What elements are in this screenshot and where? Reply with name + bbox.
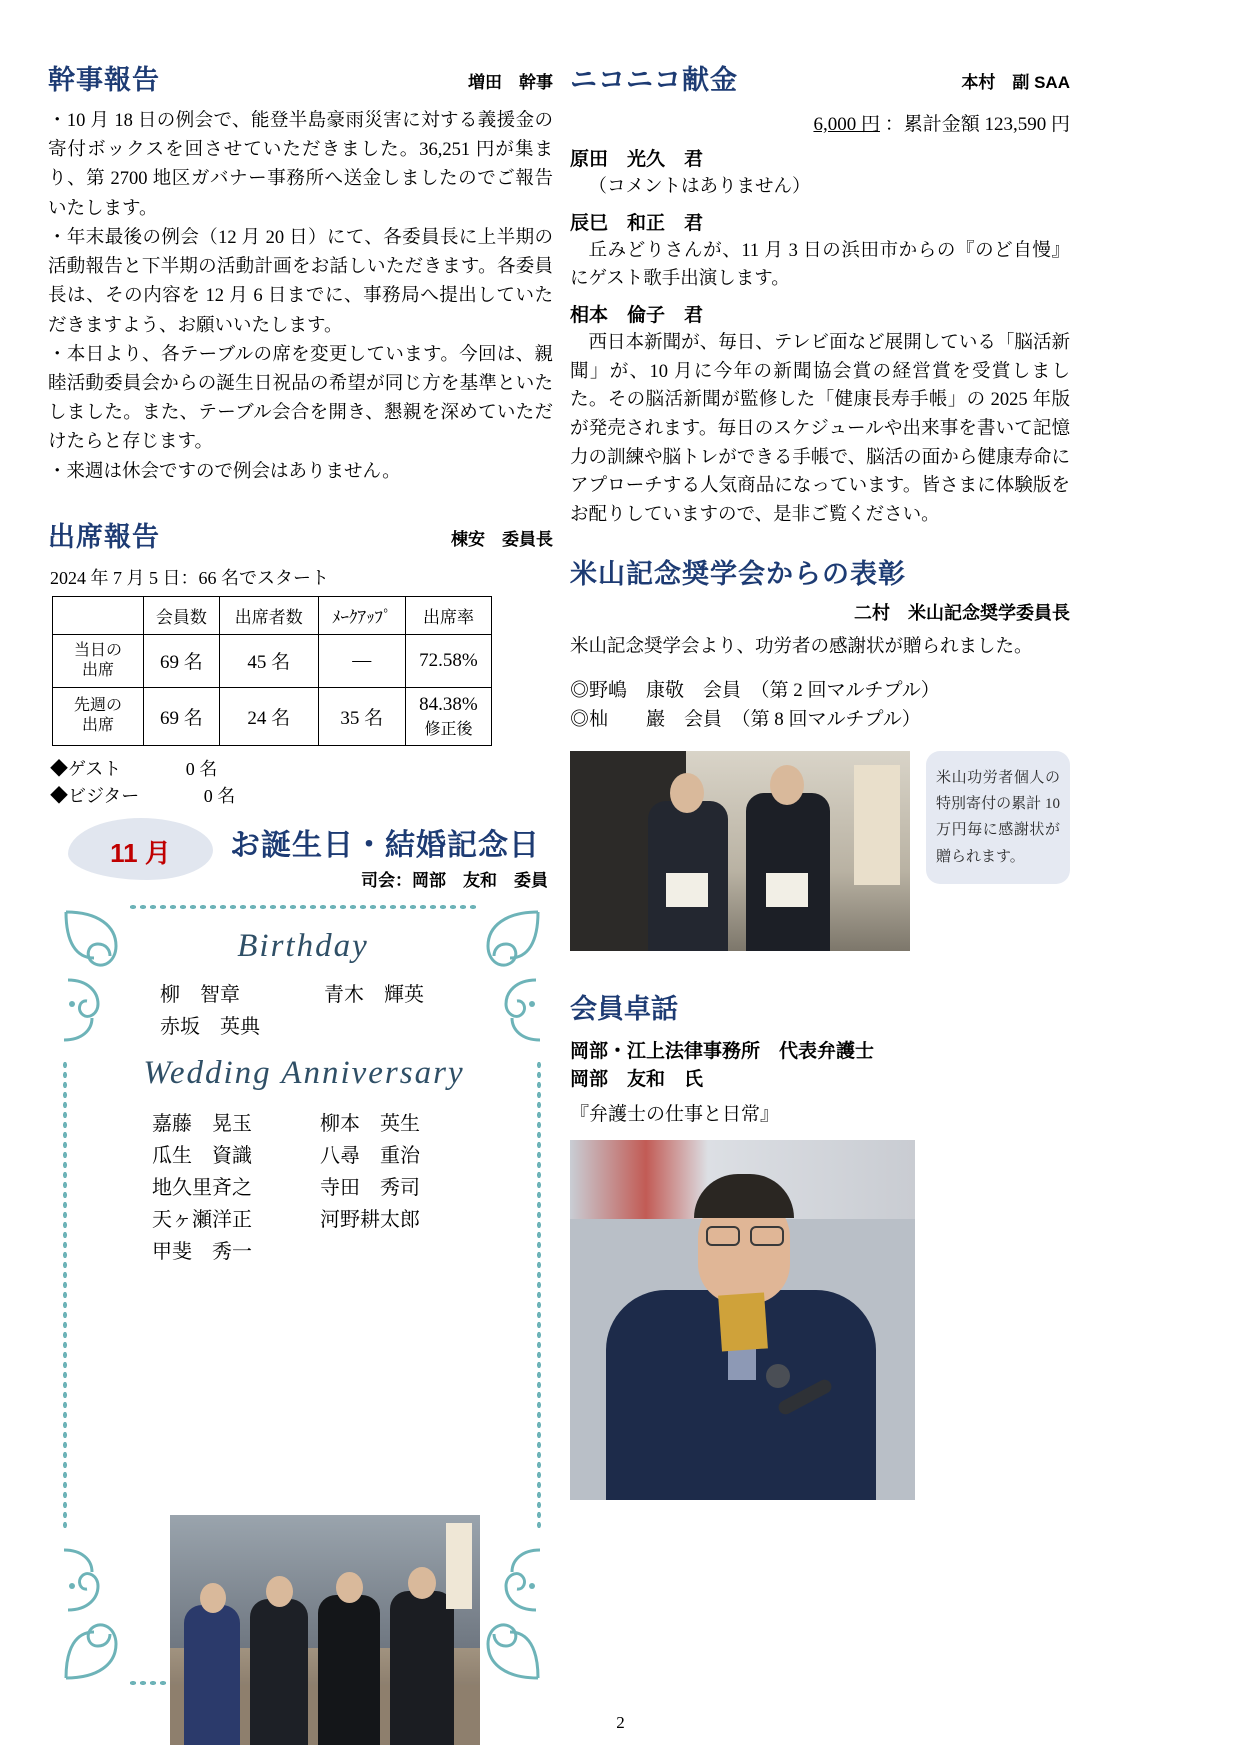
cell-present: 24 名 — [219, 687, 318, 745]
name: 青木 輝英 — [324, 984, 424, 1006]
guest-value: 0 名 — [185, 758, 218, 779]
cell-rate: 84.38% 修正後 — [405, 687, 491, 745]
wedding-name-list — [152, 1108, 504, 1268]
nikoniko-header — [570, 58, 1070, 97]
col-present: 出席者数 — [219, 596, 318, 634]
dotted-border-left — [62, 1060, 68, 1530]
name: 嘉藤 晃玉 — [152, 1113, 252, 1135]
table-row — [53, 634, 492, 687]
col-rate: 出席率 — [405, 596, 491, 634]
row-label-lastweek: 先週の 出席 — [53, 687, 144, 745]
list-item — [160, 1011, 488, 1043]
nikoniko-entry — [570, 208, 1070, 294]
cell-rate: 72.58% — [405, 634, 491, 687]
name: 地久里斉之 — [152, 1177, 252, 1199]
cell-present: 45 名 — [219, 634, 318, 687]
col-members: 会員数 — [144, 596, 220, 634]
list-item: ◎杣 巖 会員 （第 8 回マルチプル） — [570, 709, 921, 731]
list-item — [152, 1236, 504, 1268]
secretary-report-header — [48, 58, 553, 97]
list-item: ◎野嶋 康敬 会員 （第 2 回マルチプル） — [570, 679, 940, 701]
name: 天ヶ瀬洋正 — [152, 1209, 252, 1231]
ornamental-frame — [58, 900, 546, 1690]
donor-name: 辰巳 和正 君 — [570, 212, 704, 234]
birthday-mc: 司会：岡部 友和 委員 — [361, 871, 548, 890]
list-item — [160, 979, 488, 1011]
member-talk-subject: 『弁護士の仕事と日常』 — [570, 1103, 780, 1125]
left-column — [48, 58, 553, 810]
nikoniko-amount-line — [570, 109, 1070, 136]
cell-members: 69 名 — [144, 634, 220, 687]
visitor-label: ◆ビジター — [50, 785, 140, 806]
yoneyama-byline: 二村 米山記念奨学委員長 — [854, 602, 1070, 623]
yoneyama-photo-row — [570, 751, 1070, 961]
nikoniko-amount-total: 123,590 円 — [984, 114, 1070, 135]
secretary-paragraph: ・来週は休会ですので例会はありません。 — [48, 461, 401, 482]
member-talk-photo — [570, 1140, 915, 1500]
birthday-section — [118, 928, 488, 1043]
guest-label: ◆ゲスト — [50, 758, 122, 779]
member-talk-office: 岡部・江上法律事務所 代表弁護士 — [570, 1040, 875, 1062]
yoneyama-lead: 米山記念奨学会より、功労者の感謝状が贈られました。 — [570, 636, 1033, 657]
yoneyama-note-box: 米山功労者個人の特別寄付の累計 10 万円毎に感謝状が贈られます。 — [926, 751, 1070, 884]
name: 甲斐 秀一 — [152, 1241, 252, 1263]
birthday-script-title: Birthday — [237, 928, 369, 964]
flourish-corner-icon — [58, 1540, 136, 1690]
yoneyama-award-photo — [570, 751, 910, 951]
name: 寺田 秀司 — [320, 1177, 420, 1199]
name: 柳本 英生 — [320, 1113, 420, 1135]
attendance-start-line: 2024 年 7 月 5 日：66 名でスタート — [50, 567, 329, 588]
list-item — [152, 1172, 504, 1204]
attendance-report-header — [48, 515, 553, 554]
member-talk-speaker: 岡部 友和 氏 — [570, 1069, 704, 1091]
table-header-row — [53, 596, 492, 634]
list-item — [152, 1140, 504, 1172]
cell-makeup: 35 名 — [318, 687, 405, 745]
secretary-paragraph: ・10 月 18 日の例会で、能登半島豪雨災害に対する義援金の寄付ボックスを回させていただきました。36,251 円が集まり、第 2700 地区ガバナー事務所へ送金しましたのでご報告いたします。 — [48, 111, 553, 219]
birthday-anniversary-panel — [40, 800, 560, 1700]
list-item — [152, 1108, 504, 1140]
donor-name: 相本 倫子 君 — [570, 305, 704, 327]
donor-comment: 西日本新聞が、毎日、テレビ面など展開している「脳活新聞」が、10 月に今年の新聞協会賞の経営賞を受賞しました。その脳活新聞が監修した「健康長寿手帳」の 2025 年版が発売されます。毎日のスケジュールや出来事を書いて記憶力の訓練や脳トレができる手帳で、脳活の面から健康寿命にアプローチする人気商品になっています。皆さまに体験版をお配りしていますので、是非ご覧ください。 — [570, 333, 1070, 526]
table-row — [53, 687, 492, 745]
attendance-report-byline: 棟安 委員長 — [451, 529, 553, 549]
page-number: 2 — [616, 1713, 625, 1732]
col-blank — [53, 596, 144, 634]
nikoniko-entry — [570, 300, 1070, 530]
nikoniko-entry — [570, 144, 1070, 202]
birthday-name-list — [160, 979, 488, 1043]
nikoniko-total-label: ：累計金額 — [884, 114, 980, 135]
wedding-script-title: Wedding Anniversary — [143, 1055, 465, 1091]
attendance-report-title: 出席報告 — [48, 521, 160, 552]
name: 柳 智章 — [160, 984, 240, 1006]
name: 赤坂 英典 — [160, 1016, 260, 1038]
cell-members: 69 名 — [144, 687, 220, 745]
yoneyama-title: 米山記念奨学会からの表彰 — [570, 558, 906, 589]
secretary-paragraph: ・年末最後の例会（12 月 20 日）にて、各委員長に上半期の活動報告と下半期の活動計画をお話しいただきます。各委員長は、その内容を 12 月 6 日までに、事務局へ提出していただきますよう、お願いいたします。 — [48, 227, 553, 336]
donor-comment: 丘みどりさんが、11 月 3 日の浜田市からの『のど自慢』にゲスト歌手出演します。 — [570, 240, 1070, 290]
name — [324, 1011, 488, 1043]
list-item — [152, 1204, 504, 1236]
visitor-value: 0 名 — [203, 785, 236, 806]
cell-makeup: — — [318, 634, 405, 687]
secretary-report-byline: 増田 幹事 — [468, 73, 553, 92]
name: 河野耕太郎 — [320, 1209, 420, 1231]
dotted-border-top — [128, 904, 476, 910]
right-column — [570, 58, 1070, 1500]
secretary-report-title: 幹事報告 — [48, 65, 160, 95]
name: 八尋 重治 — [320, 1145, 420, 1167]
secretary-report-body — [48, 107, 553, 487]
nikoniko-byline: 本村 副 SAA — [961, 73, 1070, 92]
dotted-border-right — [536, 1060, 542, 1530]
col-makeup: ﾒｰｸｱｯﾌﾟ — [318, 596, 405, 634]
donor-name: 原田 光久 君 — [570, 149, 704, 170]
donor-comment: （コメントはありません） — [588, 177, 811, 197]
birthday-panel-title: お誕生日・結婚記念日 — [230, 829, 540, 862]
name — [320, 1236, 488, 1268]
month-badge: 11 月 — [110, 838, 171, 868]
member-talk-title: 会員卓話 — [570, 993, 678, 1024]
birthday-group-photo — [170, 1515, 480, 1745]
row-label-today: 当日の 出席 — [53, 634, 144, 687]
name: 瓜生 資識 — [152, 1145, 252, 1167]
nikoniko-amount-today: 6,000 円 — [813, 114, 880, 135]
guest-line — [50, 756, 553, 783]
nikoniko-title: ニコニコ献金 — [570, 65, 738, 95]
secretary-paragraph: ・本日より、各テーブルの席を変更しています。今回は、親睦活動委員会からの誕生日祝品の希望が同じ方を基準といたしました。また、テーブル会合を開き、懇親を深めていただけたらと存じます。 — [48, 344, 553, 453]
wedding-section — [104, 1055, 504, 1268]
yoneyama-award-list — [570, 676, 1070, 735]
attendance-table — [52, 596, 492, 746]
